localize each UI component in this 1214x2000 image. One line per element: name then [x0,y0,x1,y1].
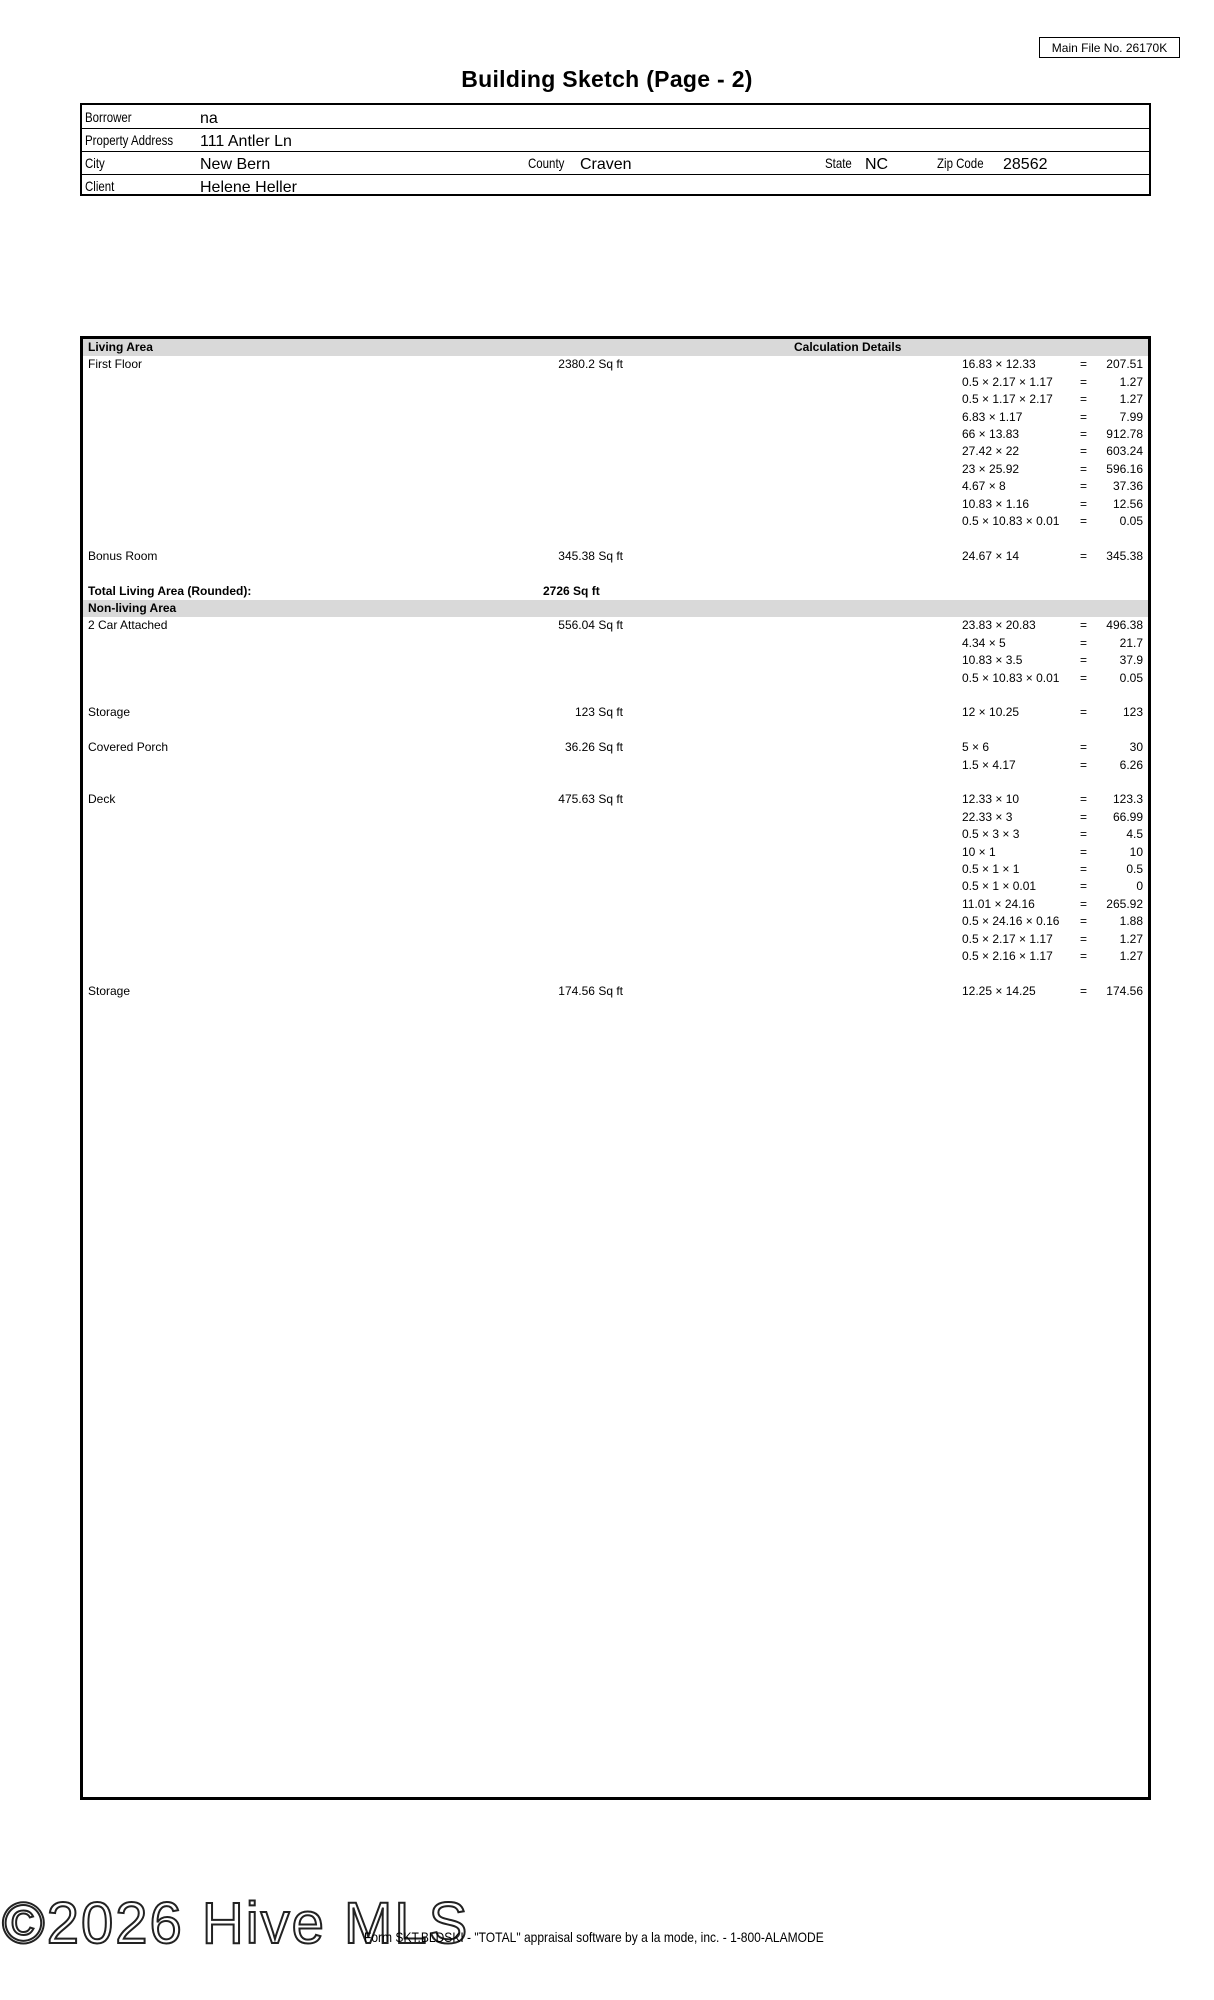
calc-expression: 4.67 × 8 [962,479,1006,494]
calc-expression: 12.25 × 14.25 [962,983,1036,998]
calc-equals: = [1080,896,1088,911]
calc-equals: = [1080,392,1088,407]
property-info-box [80,103,1151,196]
calc-expression: 10 × 1 [962,844,996,859]
city-row [82,151,1149,175]
section-header-label: Living Area [88,340,153,354]
calc-expression: 0.5 × 1 × 0.01 [962,879,1037,894]
calc-equals: = [1080,879,1088,894]
calc-expression: 6.83 × 1.17 [962,409,1023,424]
county-label: County [528,155,565,171]
calc-equals: = [1080,931,1088,946]
area-value: 174.56 Sq ft [558,983,623,998]
calc-expression: 4.34 × 5 [962,635,1006,650]
calc-equals: = [1080,740,1088,755]
calc-result: 21.7 [1119,635,1143,650]
calc-expression: 0.5 × 10.83 × 0.01 [962,670,1060,685]
borrower-row [82,105,1149,129]
address-label: Property Address [85,132,174,148]
calc-result: 0.05 [1119,670,1143,685]
area-name: Storage [88,983,131,998]
calc-equals: = [1080,827,1088,842]
state-value: NC [865,156,889,173]
calc-result: 265.92 [1106,896,1143,911]
calc-result: 7.99 [1119,409,1143,424]
section-header [83,600,1148,617]
city-value: New Bern [200,156,271,173]
state-label: State [825,155,852,171]
total-living-area-label: Total Living Area (Rounded): [88,583,252,598]
area-name: 2 Car Attached [88,618,168,633]
calc-equals: = [1080,792,1088,807]
calc-equals: = [1080,357,1088,372]
address-row [82,128,1149,152]
calc-equals: = [1080,618,1088,633]
section-header-label: Non-living Area [88,601,177,615]
calc-expression: 0.5 × 24.16 × 0.16 [962,914,1060,929]
area-name: Bonus Room [88,548,158,563]
calc-equals: = [1080,374,1088,389]
calc-expression: 11.01 × 24.16 [962,896,1035,911]
area-name: First Floor [88,357,142,372]
total-living-area-value: 2726 Sq ft [543,583,600,598]
calc-result: 1.27 [1119,392,1143,407]
mls-watermark: ©2026 Hive MLS [2,1891,470,1956]
calc-result: 912.78 [1106,427,1143,441]
area-value: 2380.2 Sq ft [558,357,623,372]
area-value: 345.38 Sq ft [558,548,623,563]
main-file-number: Main File No. 26170K [1039,37,1180,58]
borrower-value: na [200,110,218,127]
area-value: 36.26 Sq ft [564,740,623,755]
calc-equals: = [1080,635,1088,650]
client-label: Client [85,178,115,194]
calc-result: 4.5 [1126,827,1143,842]
page-title: Building Sketch (Page - 2) [461,66,753,92]
calc-expression: 12 × 10.25 [962,705,1020,720]
calc-equals: = [1080,427,1088,441]
calc-result: 0.5 [1126,862,1143,876]
calc-equals: = [1080,757,1088,772]
calc-result: 345.38 [1106,548,1143,563]
calc-result: 596.16 [1106,461,1143,476]
area-name: Storage [88,705,131,720]
calc-expression: 0.5 × 3 × 3 [962,827,1020,842]
calc-expression: 5 × 6 [962,740,990,755]
calc-equals: = [1080,514,1088,528]
calc-expression: 24.67 × 14 [962,548,1020,563]
calc-result: 12.56 [1112,496,1143,511]
area-value: 475.63 Sq ft [558,792,623,807]
calc-expression: 22.33 × 3 [962,809,1013,824]
calc-expression: 10.83 × 3.5 [962,653,1023,668]
calc-equals: = [1080,444,1088,459]
section-header [83,339,1148,356]
area-value: 556.04 Sq ft [558,618,623,633]
calc-equals: = [1080,496,1088,511]
calc-result: 207.51 [1106,357,1143,372]
calc-result: 123.3 [1112,792,1143,807]
calc-expression: 27.42 × 22 [962,444,1020,459]
calc-equals: = [1080,949,1088,963]
calc-equals: = [1080,670,1088,685]
client-value: Helene Heller [200,179,297,196]
zip-value: 28562 [1003,156,1048,173]
calc-result: 0 [1136,879,1143,894]
calc-result: 123 [1122,705,1143,720]
calc-result: 1.88 [1119,914,1143,929]
calc-result: 1.27 [1119,374,1143,389]
calc-equals: = [1080,705,1088,720]
calc-equals: = [1080,479,1088,494]
area-calculations-table [80,336,1151,1800]
calc-expression: 0.5 × 1.17 × 2.17 [962,392,1053,407]
calc-result: 37.36 [1112,479,1143,494]
calc-equals: = [1080,461,1088,476]
calc-result: 174.56 [1106,983,1143,998]
county-value: Craven [580,156,632,173]
calc-equals: = [1080,548,1088,563]
calc-result: 603.24 [1106,444,1143,459]
area-name: Deck [88,792,116,807]
zip-label: Zip Code [937,155,984,171]
calc-result: 10 [1129,844,1143,859]
calc-result: 1.27 [1119,931,1143,946]
calc-expression: 16.83 × 12.33 [962,357,1036,372]
form-footer: Form SKT.BLDSKI - "TOTAL" appraisal software by a la mode, inc. - 1-800-ALAMODE [364,1929,824,1945]
calc-result: 37.9 [1119,653,1143,668]
calc-equals: = [1080,983,1088,998]
calc-expression: 23 × 25.92 [962,461,1020,476]
calc-expression: 66 × 13.83 [962,427,1020,441]
calc-expression: 0.5 × 1 × 1 [962,862,1020,876]
city-label: City [85,155,105,171]
calc-result: 6.26 [1119,757,1143,772]
calc-equals: = [1080,809,1088,824]
calc-expression: 0.5 × 2.17 × 1.17 [962,931,1053,946]
borrower-label: Borrower [85,109,132,125]
calc-expression: 0.5 × 2.16 × 1.17 [962,949,1053,963]
calc-equals: = [1080,653,1088,668]
calc-result: 66.99 [1112,809,1143,824]
calc-expression: 10.83 × 1.16 [962,496,1030,511]
calc-result: 30 [1129,740,1143,755]
calc-expression: 12.33 × 10 [962,792,1020,807]
calc-result: 496.38 [1106,618,1143,633]
calc-equals: = [1080,914,1088,929]
calc-expression: 1.5 × 4.17 [962,757,1016,772]
area-value: 123 Sq ft [574,705,623,720]
calc-result: 1.27 [1119,949,1143,963]
calculation-details-header: Calculation Details [794,340,902,354]
calc-equals: = [1080,409,1088,424]
calc-equals: = [1080,862,1088,876]
area-name: Covered Porch [88,740,169,755]
calc-equals: = [1080,844,1088,859]
address-value: 111 Antler Ln [200,133,292,150]
calc-expression: 0.5 × 2.17 × 1.17 [962,374,1053,389]
calc-result: 0.05 [1119,514,1143,528]
calc-expression: 23.83 × 20.83 [962,618,1036,633]
client-row [82,174,1149,197]
calc-expression: 0.5 × 10.83 × 0.01 [962,514,1060,528]
